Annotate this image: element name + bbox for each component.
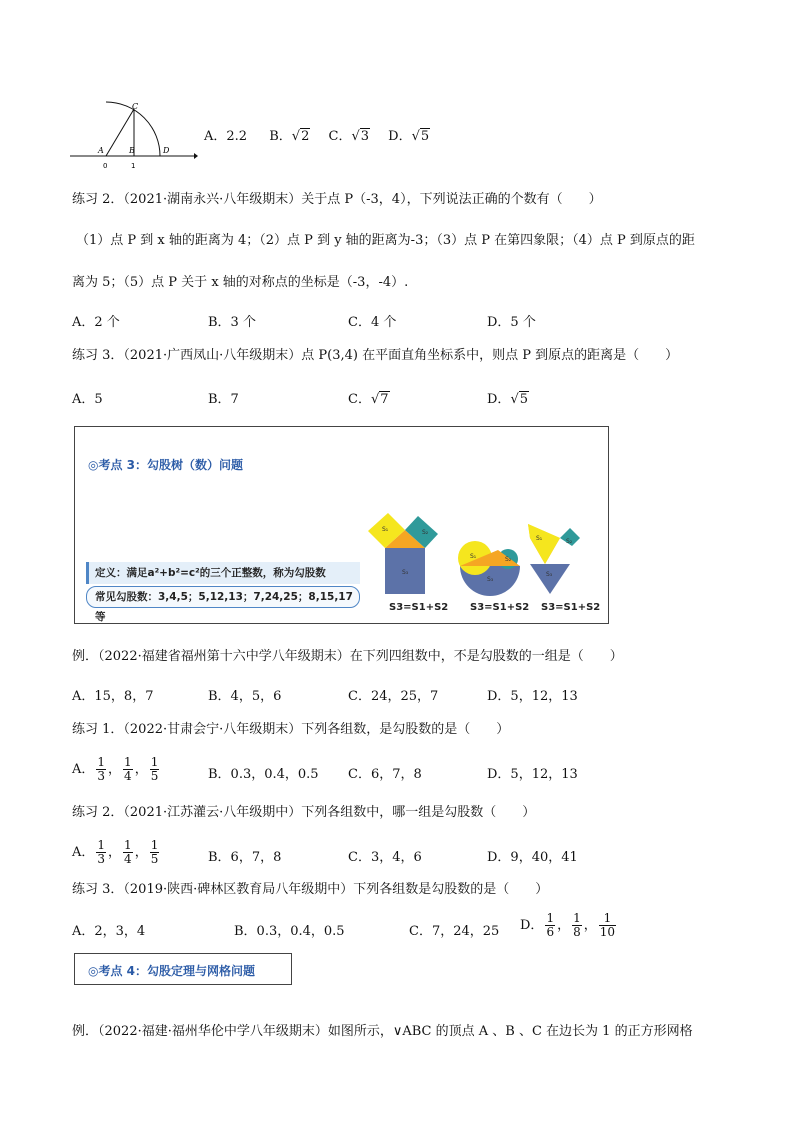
e3-option-d[interactable]: D． $\frac{1}{6}$ ， $\frac{1}{8}$ ， $\frac{1}{10}$ bbox=[520, 911, 616, 939]
label-s1: S₁ bbox=[382, 526, 389, 533]
axis-arrow bbox=[194, 153, 198, 159]
caption-semicircles: S3=S1+S2 bbox=[470, 602, 530, 613]
common-triples-line: 常见勾股数：3,4,5；5,12,13；7,24,25；8,15,17等 bbox=[86, 586, 360, 608]
definition-line: 定义：满足a²+b²=c²的三个正整数，称为勾股数 bbox=[86, 562, 360, 584]
p2-stem: 练习 2．（2021·湖南永兴·八年级期末）关于点 P（-3，4），下列说法正确的个数有（ ） bbox=[72, 192, 602, 207]
e2-stem: 练习 2．（2021·江苏灌云·八年级期中）下列各组数中，哪一组是勾股数（ ） bbox=[72, 805, 536, 820]
p2-statement-line2: 离为 5；（5）点 P 关于 x 轴的对称点的坐标是（-3，-4）. bbox=[72, 275, 409, 290]
figure-triangles bbox=[528, 524, 580, 594]
e1-option-b[interactable]: B．0.3，0.4，0.5 bbox=[208, 767, 319, 782]
label-zero: 0 bbox=[103, 162, 108, 170]
number-line-figure bbox=[68, 100, 198, 172]
label-c: C bbox=[132, 102, 139, 111]
example4-stem: 例．（2022·福建·福州华伦中学八年级期末）如图所示，∨ABC 的顶点 A 、B 、C 在边长为 1 的正方形网格 bbox=[72, 1024, 693, 1039]
label-s2: S₂ bbox=[422, 529, 429, 536]
p2-option-d[interactable]: D．5 个 bbox=[487, 315, 536, 330]
triangle-s1-body bbox=[528, 524, 560, 564]
q0-option-b[interactable]: B．√2 bbox=[269, 129, 310, 144]
example-option-c[interactable]: C．24，25，7 bbox=[348, 689, 439, 704]
e3-option-a[interactable]: A．2，3，4 bbox=[72, 924, 146, 939]
p3-option-c[interactable]: C．√7 bbox=[348, 392, 389, 407]
e1-option-d[interactable]: D．5，12，13 bbox=[487, 767, 578, 782]
caption-triangles: S3=S1+S2 bbox=[541, 602, 601, 613]
e2-option-d[interactable]: D．9，40，41 bbox=[487, 850, 578, 865]
e2-option-b[interactable]: B．6，7，8 bbox=[208, 850, 282, 865]
q0-option-a[interactable]: A．2.2 bbox=[204, 129, 248, 144]
e1-option-a[interactable]: A． $\frac{1}{3}$ ， $\frac{1}{4}$ ， $\frac{1}{5}$ bbox=[72, 755, 159, 783]
p2-option-b[interactable]: B．3 个 bbox=[208, 315, 256, 330]
label-b: B bbox=[129, 146, 135, 155]
q0-options bbox=[204, 128, 430, 146]
label-b-s1: S₁ bbox=[470, 553, 477, 560]
keypoint4-title: ◎考点 4：勾股定理与网格问题 bbox=[88, 964, 255, 978]
label-c-s2: S₂ bbox=[566, 538, 573, 545]
e2-option-a[interactable]: A． $\frac{1}{3}$ ， $\frac{1}{4}$ ， $\frac{1}{5}$ bbox=[72, 838, 159, 866]
label-a: A bbox=[98, 146, 104, 155]
e2-option-c[interactable]: C．3，4，6 bbox=[348, 850, 422, 865]
q0-option-d[interactable]: D．√5 bbox=[388, 129, 430, 144]
e1-stem: 练习 1．（2022·甘肃会宁·八年级期末）下列各组数，是勾股数的是（ ） bbox=[72, 722, 510, 737]
label-d: D bbox=[163, 146, 170, 155]
p2-option-a[interactable]: A．2 个 bbox=[72, 315, 120, 330]
example-option-a[interactable]: A．15，8，7 bbox=[72, 689, 154, 704]
caption-squares: S3=S1+S2 bbox=[389, 602, 449, 613]
label-b-s3: S₃ bbox=[487, 576, 494, 583]
p2-option-c[interactable]: C．4 个 bbox=[348, 315, 397, 330]
label-one: 1 bbox=[131, 162, 136, 170]
q0-option-c[interactable]: C．√3 bbox=[328, 129, 370, 144]
keypoint3-title: ◎考点 3：勾股树（数）问题 bbox=[88, 458, 243, 472]
example-option-d[interactable]: D．5，12，13 bbox=[487, 689, 578, 704]
example-option-b[interactable]: B．4，5，6 bbox=[208, 689, 282, 704]
p3-option-a[interactable]: A．5 bbox=[72, 392, 103, 407]
example-stem: 例．（2022·福建省福州第十六中学八年级期末）在下列四组数中，不是勾股数的一组是（ ） bbox=[72, 649, 623, 664]
definition-panel bbox=[86, 562, 360, 623]
p2-statement-line1: （1）点 P 到 x 轴的距离为 4；（2）点 P 到 y 轴的距离为-3；（3）点 P 在第四象限；（4）点 P 到原点的距 bbox=[76, 233, 695, 248]
e3-stem: 练习 3．（2019·陕西·碑林区教育局八年级期中）下列各组数是勾股数的是（ ） bbox=[72, 882, 549, 897]
label-c-s1: S₁ bbox=[536, 535, 543, 542]
e3-option-c[interactable]: C．7，24，25 bbox=[409, 924, 500, 939]
triangle-s3 bbox=[530, 564, 570, 594]
p3-option-d[interactable]: D．√5 bbox=[487, 392, 529, 407]
label-s3: S₃ bbox=[402, 569, 409, 576]
figure-squares bbox=[368, 513, 438, 594]
figure-semicircles bbox=[458, 541, 520, 596]
e3-option-b[interactable]: B．0.3，0.4，0.5 bbox=[234, 924, 345, 939]
label-c-s3: S₃ bbox=[546, 571, 553, 578]
label-b-s2: S₂ bbox=[505, 556, 512, 563]
e1-option-c[interactable]: C．6，7，8 bbox=[348, 767, 422, 782]
p3-stem: 练习 3．（2021·广西凤山·八年级期末）点 P(3,4) 在平面直角坐标系中，则点 P 到原点的距离是（ ） bbox=[72, 348, 679, 363]
p3-option-b[interactable]: B．7 bbox=[208, 392, 239, 407]
